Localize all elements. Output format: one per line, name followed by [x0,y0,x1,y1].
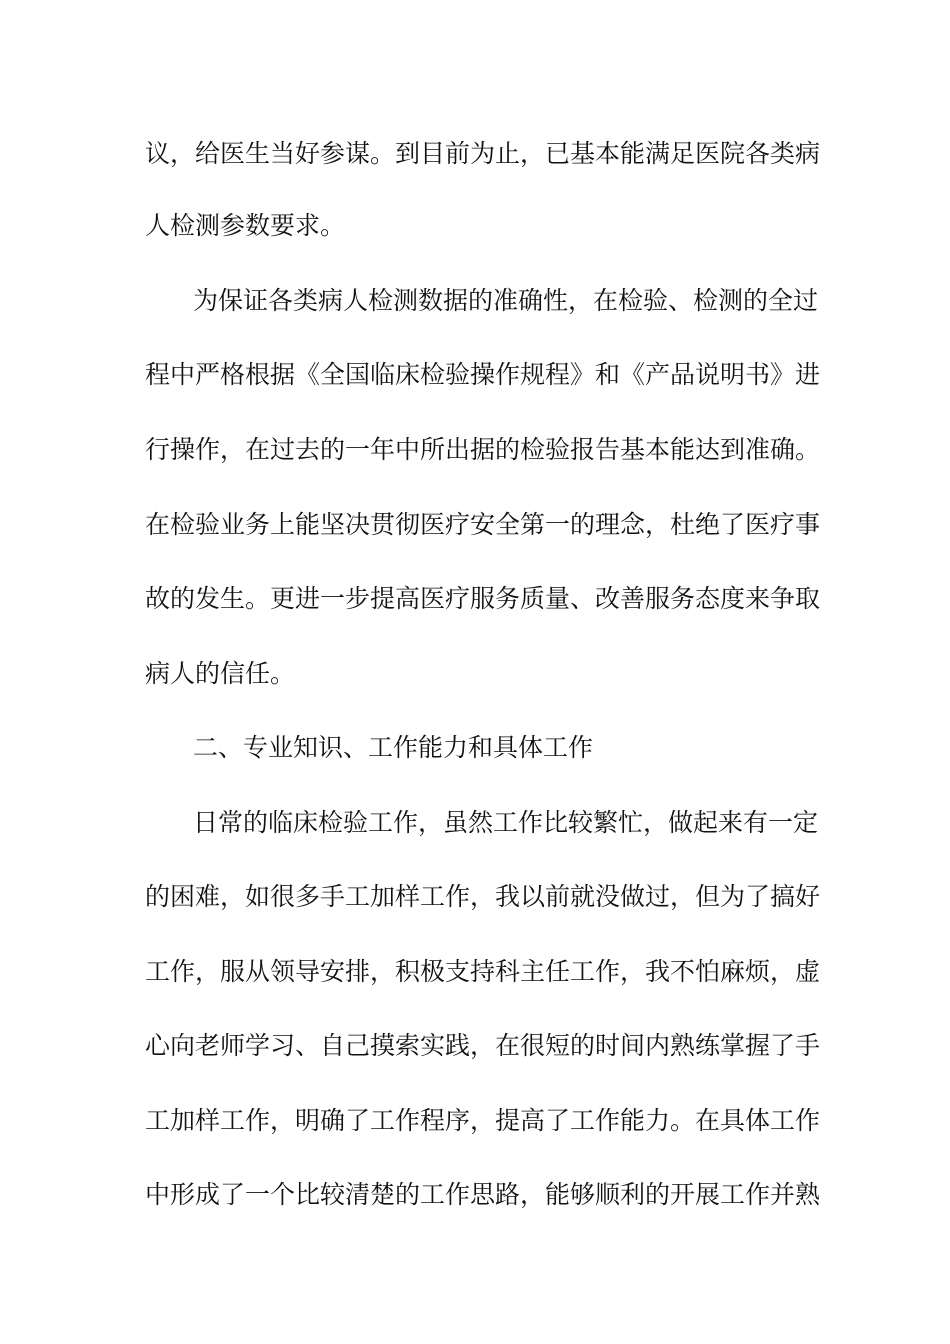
text-line: 议，给医生当好参谋。到目前为止，已基本能满足医院各类病 [145,139,821,168]
text-line: 行操作，在过去的一年中所出据的检验报告基本能达到准确。 [145,435,821,464]
text-line: 工加样工作，明确了工作程序，提高了工作能力。在具体工作 [145,1106,821,1135]
text-line: 日常的临床检验工作，虽然工作比较繁忙，做起来有一定 [193,808,819,837]
text-line: 人检测参数要求。 [145,211,346,240]
text-line: 的困难，如很多手工加样工作，我以前就没做过，但为了搞好 [145,882,821,911]
text-line: 在检验业务上能坚决贯彻医疗安全第一的理念，杜绝了医疗事 [145,510,821,539]
text-line: 病人的信任。 [145,659,296,688]
text-line: 程中严格根据《全国临床检验操作规程》和《产品说明书》进 [145,360,821,389]
section-heading: 二、专业知识、工作能力和具体工作 [193,733,594,762]
text-line: 为保证各类病人检测数据的准确性，在检验、检测的全过 [193,286,819,315]
text-line: 中形成了一个比较清楚的工作思路，能够顺利的开展工作并熟 [145,1180,821,1209]
text-line: 故的发生。更进一步提高医疗服务质量、改善服务态度来争取 [145,584,821,613]
text-line: 心向老师学习、自己摸索实践，在很短的时间内熟练掌握了手 [145,1031,821,1060]
text-line: 工作，服从领导安排，积极支持科主任工作，我不怕麻烦，虚 [145,957,821,986]
